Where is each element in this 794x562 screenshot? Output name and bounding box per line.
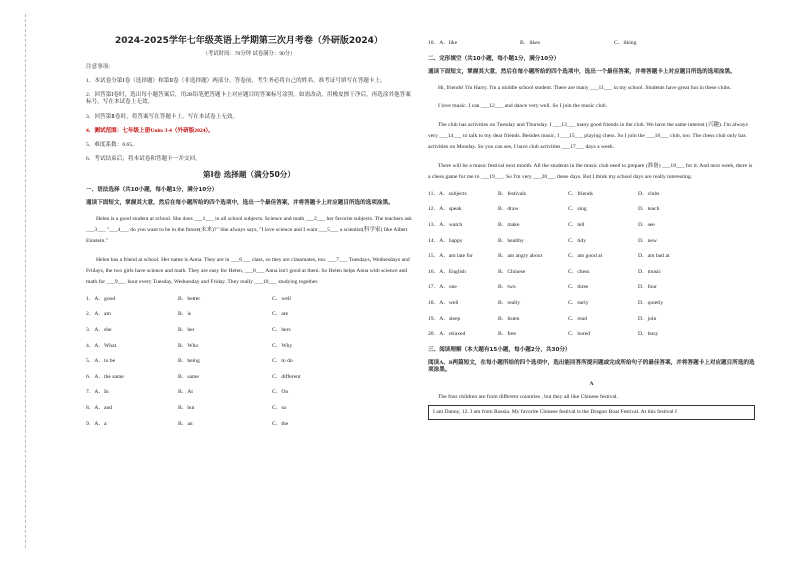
option: C．hers: [272, 326, 291, 333]
option: C．On: [272, 389, 289, 396]
passage-intro: The four children are from different countries , but they all like Chinese festival.: [438, 393, 618, 400]
option: 8．A．and: [86, 404, 113, 411]
binding-line: [25, 14, 26, 548]
option: C．Why: [272, 342, 293, 349]
left-column: [86, 36, 412, 436]
option: 3．A．she: [86, 326, 112, 333]
option-row: [86, 374, 412, 390]
option: 12．A．speak: [428, 206, 462, 213]
part2-instruction: 通读下面短文，掌握其大意，然后在每小题所给的四个选项中，选出一个最佳答案，并将答题卡上对应题目所选的选项涂黑。: [428, 68, 736, 75]
option: B．is: [178, 311, 192, 318]
passage-paragraph: Helen is a good student at school. She does ___1___ in all school subjects. Science and math ___2___ her favorite subjects. The teachers ask ___3___ "___4___ do you want to be in the future(未来)?" She always says, "I love science and I want ___5___ a scientist(科学家) like Albert Einstein.": [86, 215, 412, 245]
option: B．but: [178, 404, 195, 411]
option: B．make: [498, 222, 520, 229]
option-row: [428, 300, 755, 316]
option: 2．A．am: [86, 311, 111, 318]
option: C．am good at: [568, 253, 603, 260]
option: 20．A．relaxed: [428, 331, 466, 338]
option: 13．A．watch: [428, 222, 463, 229]
option-row: [428, 331, 755, 347]
option: D．quietly: [638, 300, 664, 307]
note-item: 5．难度系数：0.65。: [86, 141, 138, 148]
option: 5．A．to be: [86, 358, 116, 365]
option: B．likes: [520, 40, 540, 46]
option-row: [428, 269, 755, 285]
option: C．friends: [568, 190, 593, 197]
option-row: [86, 358, 412, 374]
option-row: [428, 238, 755, 254]
option: B．better: [178, 295, 201, 302]
option: 6．A．the same: [86, 373, 124, 380]
note-item: 3．回答第Ⅱ卷时，将答案写在答题卡上。写在本试卷上无效。: [86, 113, 239, 120]
option: 16．A．English: [428, 268, 466, 275]
option: 15．A．am late for: [428, 253, 474, 260]
option: 10．A．like: [428, 40, 458, 46]
exam-subtitle: （考试时间：70分钟 试卷满分：90分）: [202, 51, 296, 58]
option: C．to do: [272, 358, 293, 365]
option: 17．A．one: [428, 284, 457, 291]
passage-paragraph: Hi, friends! I'm Harry. I'm a middle school student. There are many ___11___ in my school. Students have great fun in these clubs.: [438, 84, 732, 91]
option-row: [86, 296, 412, 312]
passage-paragraph: The club has activities on Tuesday and Thursday. I ___13___ many good friends in the club. We have the same interest (兴趣). I'm always very ___14___ to talk to my dear friends. Besides music, I ___15___ playing chess. So I join the ___16___ club, too. The chess club only has activities on Monday. So you can see, I have club activities ___17___ days a week.: [428, 121, 748, 151]
part1-title: 一、语法选择（共10小题，每小题1分，满分10分）: [86, 186, 218, 193]
option-row: [428, 284, 755, 300]
passage-paragraph: There will be a music festival next month. All the students in the music club need to prepare (准备) ___18___ for it. And next week, there is a chess game for me to ___19___. So I'm very ___20___ these days. But I think my school days are really interesting.: [428, 163, 753, 181]
option: C．are: [272, 311, 289, 318]
option: D．four: [638, 284, 657, 291]
section-title: 第Ⅰ卷 选择题（满分50分）: [203, 170, 295, 180]
option: D．music: [638, 268, 661, 275]
option: C．liking: [614, 40, 637, 46]
option: 4．A．What: [86, 342, 117, 349]
option-row: [86, 311, 412, 327]
option: D．am bad at: [638, 253, 670, 260]
option: 7．A．In: [86, 389, 109, 396]
option: B．listen: [498, 315, 520, 322]
option: B．really: [498, 300, 521, 307]
option: B．Who: [178, 342, 199, 349]
option: D．clubs: [638, 190, 660, 197]
option: C．bored: [568, 331, 591, 338]
option: B．being: [178, 358, 200, 365]
options-list: [428, 191, 755, 347]
option: C．well: [272, 295, 291, 302]
option: B．Chinese: [498, 268, 526, 275]
option-row: [86, 327, 412, 343]
note-item: 1．本试卷分第Ⅰ卷（选择题）和第Ⅱ卷（非选择题）两部分。答卷前，考生务必将自己的姓名、准考证号填写在答题卡上。: [86, 78, 386, 85]
option: C．early: [568, 300, 589, 307]
option-row: [428, 222, 755, 238]
option: B．festivals: [498, 190, 526, 197]
options-list: [86, 296, 412, 436]
option: B．am angry about: [498, 253, 543, 260]
note-item: 6．考试结束后，将本试卷和答题卡一并交回。: [86, 156, 201, 163]
option: B．an: [178, 420, 193, 427]
passage-label: A: [589, 380, 594, 387]
notes-heading: 注意事项：: [86, 64, 114, 70]
exam-title: 2024-2025学年七年级英语上学期第三次月考卷（外研版2024）: [115, 36, 383, 46]
option: C．sing: [568, 206, 587, 213]
part3-instruction: 阅读A、B两篇短文，在每小题所给的四个选项中，选出能回答所提问题或完成所给句子的最佳答案，并将答题卡上对应题目所选的选项涂黑。: [428, 359, 755, 373]
option: C．tell: [568, 222, 585, 229]
part2-title: 二、完形填空（共10小题，每小题1分，满分10分）: [428, 55, 560, 62]
option-row: [86, 405, 412, 421]
option-row: [428, 191, 755, 207]
option-row: [428, 253, 755, 269]
option: 14．A．happy: [428, 237, 463, 244]
option: D．new: [638, 237, 657, 244]
option: 11．A．subjects: [428, 190, 467, 197]
option: B．At: [178, 389, 193, 396]
option: 9．A．a: [86, 420, 107, 427]
note-item: 2．回答第Ⅰ卷时，选出每小题答案后，用2B铅笔把答题卡上对应题目的答案标号涂黑。如需改动，用橡皮擦干净后，再选涂其他答案标号。写在本试卷上无效。: [86, 92, 411, 106]
option-row: [428, 40, 755, 56]
option: C．so: [272, 404, 287, 411]
part1-instruction: 通读下面短文，掌握其大意，然后在每小题所给的四个选项中，选出一个最佳答案，并将答题卡上对应题目所选的选项涂黑。: [86, 199, 394, 206]
option: D．busy: [638, 331, 659, 338]
option: C．read: [568, 315, 587, 322]
option: C．the: [272, 420, 289, 427]
option: B．two: [498, 284, 516, 291]
option: C．chess: [568, 268, 590, 275]
right-column: [428, 40, 755, 420]
option: 19．A．sleep: [428, 315, 461, 322]
option-row: [428, 206, 755, 222]
option-row: [86, 421, 412, 437]
option: 18．A．well: [428, 300, 459, 307]
option: D．see: [638, 222, 655, 229]
option: C．tidy: [568, 237, 587, 244]
option: B．her: [178, 326, 195, 333]
option: D．teach: [638, 206, 660, 213]
part3-title: 三、阅读理解（本大题有15小题，每小题2分，共30分）: [428, 346, 571, 353]
option: C．three: [568, 284, 589, 291]
option: B．healthy: [498, 237, 524, 244]
option-row: [428, 316, 755, 332]
option: B．same: [178, 373, 199, 380]
option-row: [86, 389, 412, 405]
passage-paragraph: I love music. I can ___12___ and dance very well. So I join the music club.: [438, 103, 608, 110]
option-row: [86, 343, 412, 359]
option: 1．A．good: [86, 295, 116, 302]
note-item: 4．测试范围：七年级上册Units 3-4（外研版2024）。: [86, 127, 214, 134]
option: C．different: [272, 373, 301, 380]
passage-paragraph: Helen has a friend at school. Her name is Anna. They are in ___6___ class, so they are classmates, too. ___7___ Tuesdays, Wednesdays and Fridays, the two girls have science and math. They are easy for Helen, ___8___ Anna isn't good at them. So Helen helps Anna with science and math for ___9___ hour every Tuesday, Wednesday and Friday. They really ___10___ studying together.: [86, 256, 410, 286]
passage-box: I am Danny, 12. I am from Russia. My favorite Chinese festival is the Dragon Boat Festival. At this festival I: [428, 405, 755, 420]
option: B．free: [498, 331, 517, 338]
option: D．join: [638, 315, 657, 322]
option: B．draw: [498, 206, 519, 213]
